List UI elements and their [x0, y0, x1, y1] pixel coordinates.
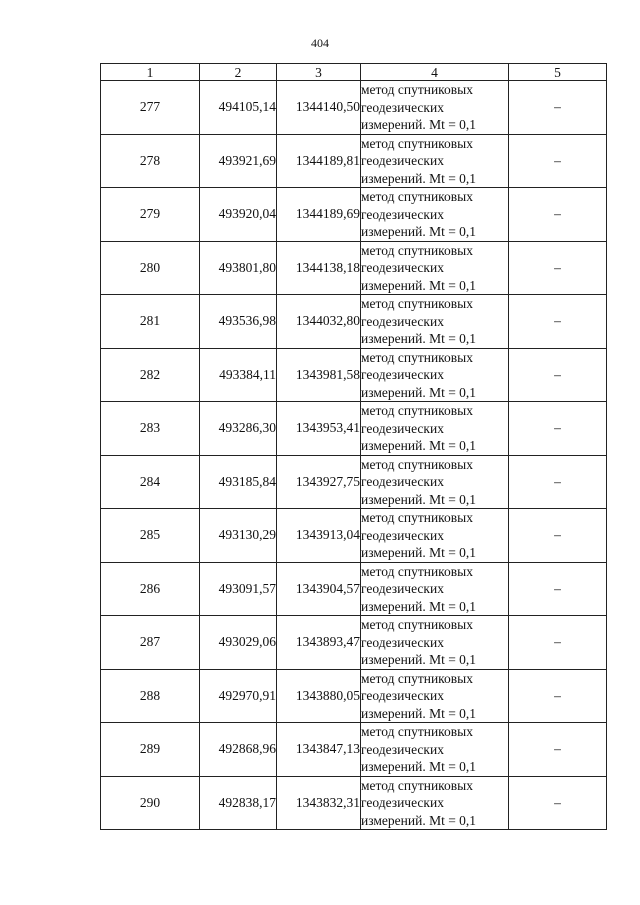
method-line: метод спутниковых	[361, 296, 473, 311]
method-cell	[361, 723, 509, 777]
point-number-cell: 290	[101, 776, 200, 830]
x-coordinate-cell: 493921,69	[200, 134, 277, 188]
method-line: измерений. Mt = 0,1	[361, 277, 477, 293]
method-line: метод спутниковых	[361, 82, 473, 97]
point-number-cell: 287	[101, 616, 200, 670]
x-coordinate-cell: 493091,57	[200, 562, 277, 616]
coordinates-table	[100, 63, 607, 830]
point-number-cell: 282	[101, 348, 200, 402]
method-line: геодезических	[361, 367, 444, 382]
method-line: геодезических	[361, 688, 444, 703]
header-col-3: 3	[277, 64, 361, 81]
method-line: измерений. Mt = 0,1	[361, 545, 477, 560]
x-coordinate-cell: 493029,06	[200, 616, 277, 670]
header-row	[101, 64, 607, 81]
note-cell: –	[509, 669, 607, 723]
method-line: метод спутниковых	[361, 510, 473, 525]
point-number-cell: 278	[101, 134, 200, 188]
method-cell	[361, 134, 509, 188]
table-row	[101, 188, 607, 242]
y-coordinate-cell: 1343953,41	[277, 402, 361, 456]
method-line: геодезических	[361, 99, 444, 115]
method-line: метод спутниковых	[361, 724, 473, 739]
point-number-cell: 285	[101, 509, 200, 563]
x-coordinate-cell: 493185,84	[200, 455, 277, 509]
x-coordinate-cell: 494105,14	[200, 81, 277, 135]
method-line: геодезических	[361, 474, 444, 489]
method-cell	[361, 241, 509, 295]
method-cell	[361, 669, 509, 723]
table-row	[101, 723, 607, 777]
method-line: геодезических	[361, 634, 444, 650]
method-line: метод спутниковых	[361, 617, 473, 632]
y-coordinate-cell: 1343880,05	[277, 669, 361, 723]
method-line: метод спутниковых	[361, 777, 473, 793]
method-cell	[361, 455, 509, 509]
method-cell	[361, 509, 509, 563]
method-line: измерений. Mt = 0,1	[361, 170, 477, 186]
x-coordinate-cell: 493130,29	[200, 509, 277, 563]
method-cell	[361, 295, 509, 349]
table-row	[101, 402, 607, 456]
method-cell	[361, 81, 509, 135]
method-line: измерений. Mt = 0,1	[361, 812, 477, 828]
method-line: метод спутниковых	[361, 242, 473, 258]
point-number-cell: 279	[101, 188, 200, 242]
table-row	[101, 616, 607, 670]
method-line: измерений. Mt = 0,1	[361, 117, 477, 132]
method-cell	[361, 776, 509, 830]
method-line: измерений. Mt = 0,1	[361, 759, 477, 774]
y-coordinate-cell: 1343893,47	[277, 616, 361, 670]
note-cell: –	[509, 723, 607, 777]
y-coordinate-cell: 1343847,13	[277, 723, 361, 777]
x-coordinate-cell: 493384,11	[200, 348, 277, 402]
method-line: геодезических	[361, 527, 444, 543]
point-number-cell: 288	[101, 669, 200, 723]
table-row	[101, 776, 607, 830]
point-number-cell: 281	[101, 295, 200, 349]
method-line: измерений. Mt = 0,1	[361, 331, 477, 346]
method-line: измерений. Mt = 0,1	[361, 598, 477, 614]
method-line: метод спутниковых	[361, 456, 473, 472]
method-cell	[361, 562, 509, 616]
method-line: геодезических	[361, 153, 444, 168]
method-line: геодезических	[361, 741, 444, 757]
y-coordinate-cell: 1343981,58	[277, 348, 361, 402]
y-coordinate-cell: 1344189,69	[277, 188, 361, 242]
header-col-5: 5	[509, 64, 607, 81]
method-cell	[361, 188, 509, 242]
note-cell: –	[509, 295, 607, 349]
table-body	[101, 81, 607, 830]
table-row	[101, 295, 607, 349]
page-number: 404	[311, 36, 329, 50]
note-cell: –	[509, 241, 607, 295]
method-line: геодезических	[361, 420, 444, 436]
note-cell: –	[509, 455, 607, 509]
x-coordinate-cell: 492970,91	[200, 669, 277, 723]
point-number-cell: 284	[101, 455, 200, 509]
method-line: измерений. Mt = 0,1	[361, 384, 477, 400]
header-col-2: 2	[200, 64, 277, 81]
note-cell: –	[509, 402, 607, 456]
method-line: метод спутниковых	[361, 349, 473, 365]
method-line: геодезических	[361, 313, 444, 329]
y-coordinate-cell: 1344189,81	[277, 134, 361, 188]
method-line: измерений. Mt = 0,1	[361, 705, 477, 721]
method-line: геодезических	[361, 206, 444, 222]
y-coordinate-cell: 1343913,04	[277, 509, 361, 563]
table-row	[101, 455, 607, 509]
note-cell: –	[509, 562, 607, 616]
note-cell: –	[509, 348, 607, 402]
table-row	[101, 562, 607, 616]
x-coordinate-cell: 493286,30	[200, 402, 277, 456]
table-row	[101, 669, 607, 723]
y-coordinate-cell: 1343904,57	[277, 562, 361, 616]
point-number-cell: 277	[101, 81, 200, 135]
point-number-cell: 283	[101, 402, 200, 456]
x-coordinate-cell: 493920,04	[200, 188, 277, 242]
method-line: метод спутниковых	[361, 670, 473, 686]
method-cell	[361, 402, 509, 456]
method-line: измерений. Mt = 0,1	[361, 652, 477, 667]
x-coordinate-cell: 493536,98	[200, 295, 277, 349]
method-line: измерений. Mt = 0,1	[361, 224, 477, 239]
x-coordinate-cell: 493801,80	[200, 241, 277, 295]
header-col-1: 1	[101, 64, 200, 81]
x-coordinate-cell: 492838,17	[200, 776, 277, 830]
note-cell: –	[509, 134, 607, 188]
method-cell	[361, 348, 509, 402]
method-line: метод спутниковых	[361, 563, 473, 579]
method-line: геодезических	[361, 260, 444, 275]
note-cell: –	[509, 509, 607, 563]
y-coordinate-cell: 1343832,31	[277, 776, 361, 830]
point-number-cell: 289	[101, 723, 200, 777]
method-line: измерений. Mt = 0,1	[361, 438, 477, 453]
method-line: метод спутниковых	[361, 189, 473, 204]
table-row	[101, 348, 607, 402]
method-line: геодезических	[361, 581, 444, 596]
method-cell	[361, 616, 509, 670]
note-cell: –	[509, 81, 607, 135]
y-coordinate-cell: 1344138,18	[277, 241, 361, 295]
method-line: измерений. Mt = 0,1	[361, 491, 477, 507]
y-coordinate-cell: 1344140,50	[277, 81, 361, 135]
table-row	[101, 134, 607, 188]
method-line: геодезических	[361, 795, 444, 810]
table-row	[101, 509, 607, 563]
header-col-4: 4	[361, 64, 509, 81]
y-coordinate-cell: 1344032,80	[277, 295, 361, 349]
table-row	[101, 241, 607, 295]
note-cell: –	[509, 616, 607, 670]
table-row	[101, 81, 607, 135]
point-number-cell: 280	[101, 241, 200, 295]
method-line: метод спутниковых	[361, 403, 473, 418]
point-number-cell: 286	[101, 562, 200, 616]
method-line: метод спутниковых	[361, 135, 473, 151]
x-coordinate-cell: 492868,96	[200, 723, 277, 777]
note-cell: –	[509, 776, 607, 830]
note-cell: –	[509, 188, 607, 242]
y-coordinate-cell: 1343927,75	[277, 455, 361, 509]
